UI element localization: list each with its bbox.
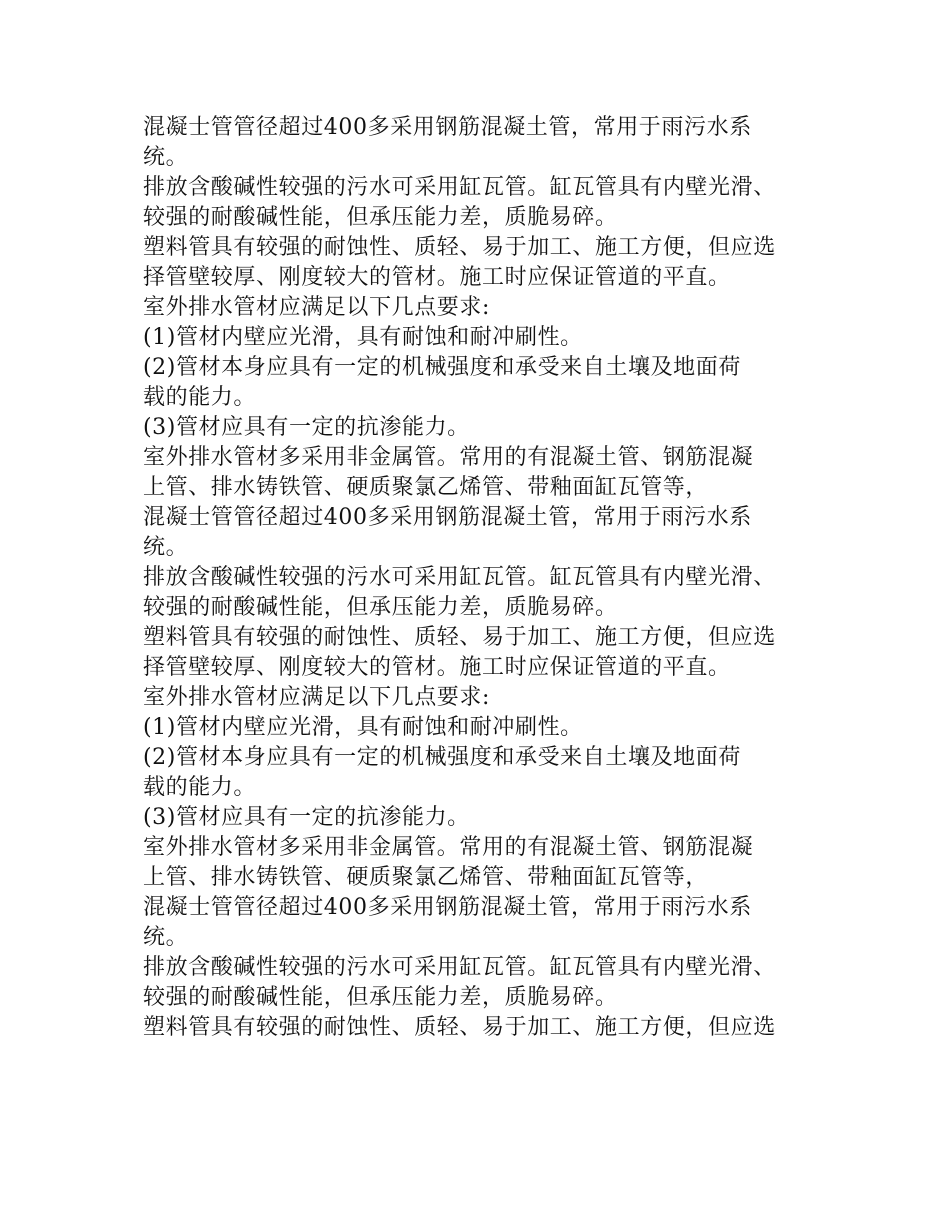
text-line: 混凝士管管径超过400多采用钢筋混凝土管，常用于雨污水系 — [143, 115, 752, 140]
text-line: (3)管材应具有一定的抗渗能力。 — [143, 805, 470, 830]
text-line: 塑料管具有较强的耐蚀性、质轻、易于加工、施工方便，但应选 — [143, 625, 776, 650]
text-line: 较强的耐酸碱性能，但承压能力差，质脆易碎。 — [143, 985, 618, 1010]
text-line: 室外排水管材应满足以下几点要求: — [143, 295, 491, 320]
text-line: 上管、排水铸铁管、硬质聚氯乙烯管、带釉面缸瓦管等， — [143, 475, 709, 500]
text-line: (1)管材内壁应光滑，具有耐蚀和耐冲刷性。 — [143, 715, 583, 740]
text-line: 较强的耐酸碱性能，但承压能力差，质脆易碎。 — [143, 205, 618, 230]
text-line: 混凝士管管径超过400多采用钢筋混凝土管，常用于雨污水系 — [143, 505, 752, 530]
text-line: 塑料管具有较强的耐蚀性、质轻、易于加工、施工方便，但应选 — [143, 235, 776, 260]
text-line: 统。 — [143, 925, 189, 950]
text-line: 排放含酸碱性较强的污水可采用缸瓦管。缸瓦管具有内壁光滑、 — [143, 175, 776, 200]
text-line: 排放含酸碱性较强的污水可采用缸瓦管。缸瓦管具有内壁光滑、 — [143, 955, 776, 980]
text-line: (3)管材应具有一定的抗渗能力。 — [143, 415, 470, 440]
text-line: 排放含酸碱性较强的污水可采用缸瓦管。缸瓦管具有内壁光滑、 — [143, 565, 776, 590]
text-line: 统。 — [143, 535, 189, 560]
text-line: 混凝士管管径超过400多采用钢筋混凝土管，常用于雨污水系 — [143, 895, 752, 920]
text-line: (2)管材本身应具有一定的机械强度和承受来自土壤及地面荷 — [143, 745, 741, 770]
document-body — [143, 113, 833, 1043]
text-line: 择管壁较厚、刚度较大的管材。施工时应保证管道的平直。 — [143, 655, 731, 680]
text-line: (1)管材内壁应光滑，具有耐蚀和耐冲刷性。 — [143, 325, 583, 350]
text-line: 较强的耐酸碱性能，但承压能力差，质脆易碎。 — [143, 595, 618, 620]
text-line: 室外排水管材应满足以下几点要求: — [143, 685, 491, 710]
text-line: 室外排水管材多采用非金属管。常用的有混凝土管、钢筋混凝 — [143, 445, 754, 470]
text-line: (2)管材本身应具有一定的机械强度和承受来自土壤及地面荷 — [143, 355, 741, 380]
text-line: 塑料管具有较强的耐蚀性、质轻、易于加工、施工方便，但应选 — [143, 1015, 776, 1040]
text-line: 上管、排水铸铁管、硬质聚氯乙烯管、带釉面缸瓦管等， — [143, 865, 709, 890]
text-line: 载的能力。 — [143, 775, 257, 800]
text-line: 载的能力。 — [143, 385, 257, 410]
text-line: 统。 — [143, 145, 189, 170]
text-line: 择管壁较厚、刚度较大的管材。施工时应保证管道的平直。 — [143, 265, 731, 290]
text-line: 室外排水管材多采用非金属管。常用的有混凝土管、钢筋混凝 — [143, 835, 754, 860]
